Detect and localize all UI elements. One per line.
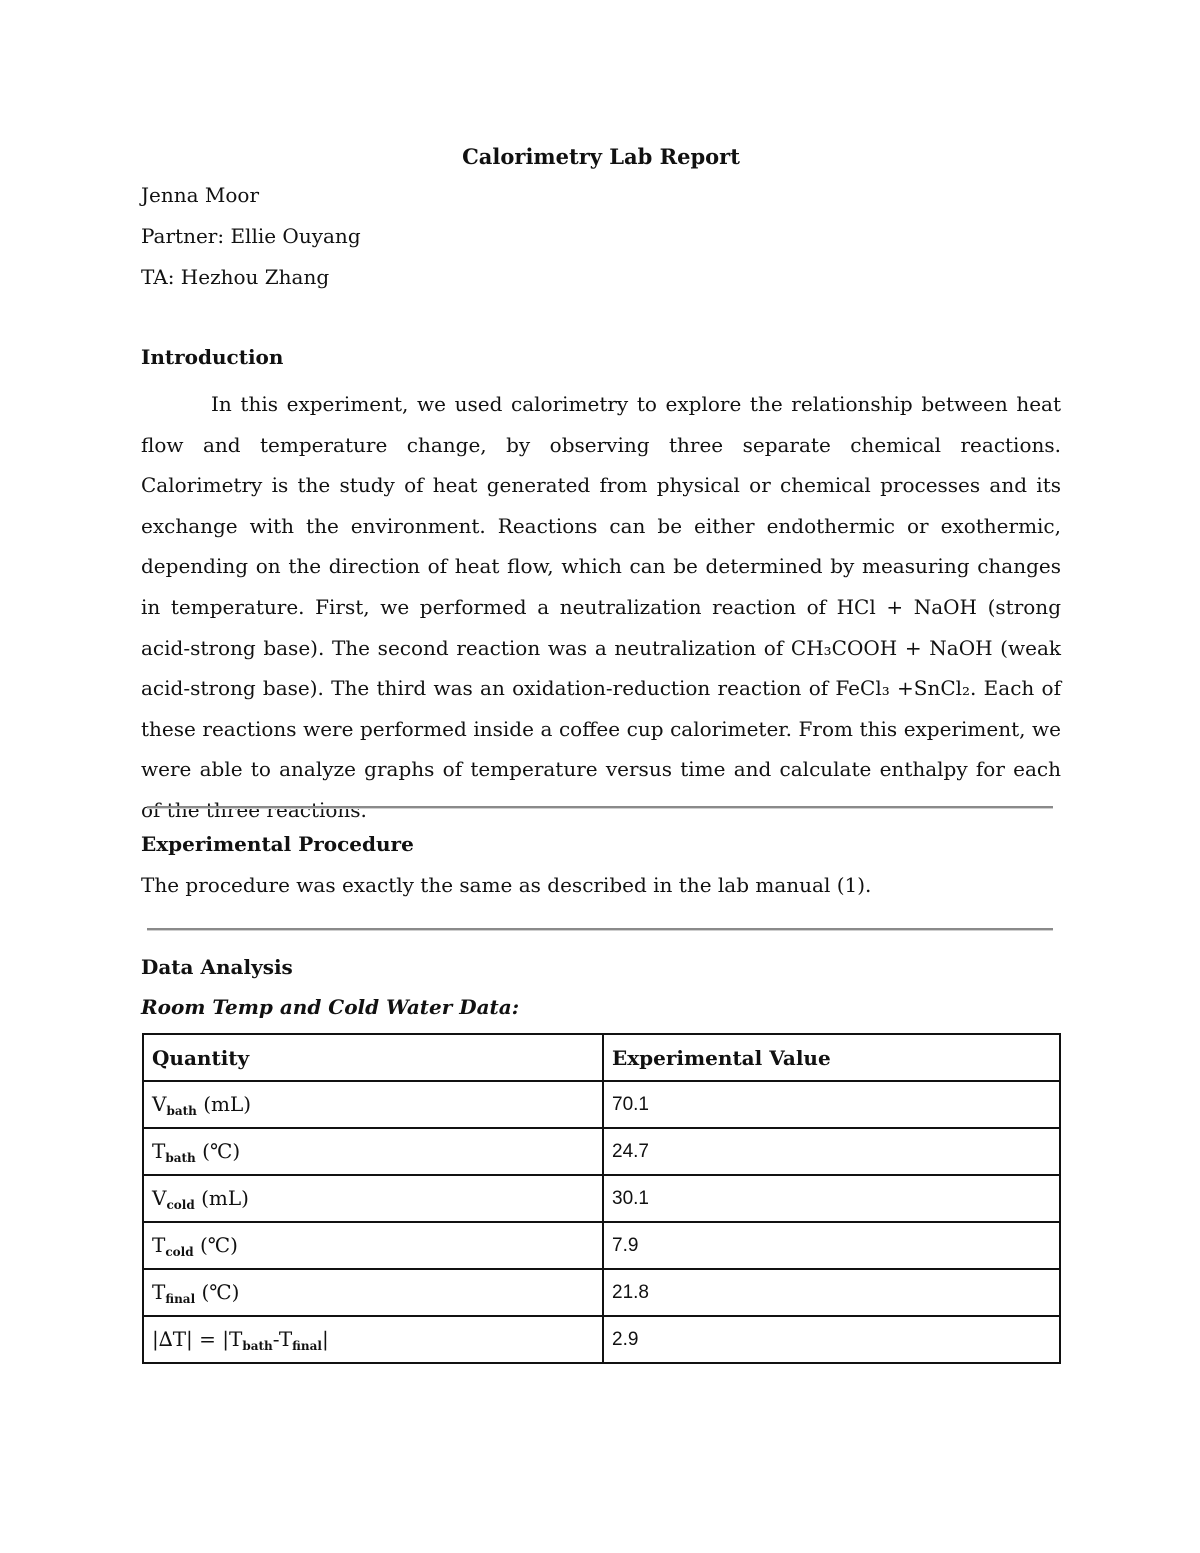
quantity-cell: $T_{cold}$ (℃) <box>143 1222 603 1269</box>
procedure-text: The procedure was exactly the same as described in the lab manual (1). <box>141 873 872 897</box>
quantity-cell: $T_{bath}$ (℃) <box>143 1128 603 1175</box>
table-row <box>143 1175 1060 1222</box>
section-divider <box>147 928 1053 931</box>
data-table <box>142 1033 1061 1364</box>
introduction-paragraph <box>141 384 1061 831</box>
table-row <box>143 1128 1060 1175</box>
column-header-quantity: Quantity <box>143 1034 603 1081</box>
author-name: Jenna Moor <box>141 183 260 207</box>
partner-line: Partner: Ellie Ouyang <box>141 224 361 248</box>
data-analysis-heading: Data Analysis <box>141 955 293 979</box>
table-header-row <box>143 1034 1060 1081</box>
table-row <box>143 1269 1060 1316</box>
quantity-cell: $V_{bath}$ (mL) <box>143 1081 603 1128</box>
table-row <box>143 1316 1060 1363</box>
value-cell: 30.1 <box>603 1175 1060 1222</box>
ta-line: TA: Hezhou Zhang <box>141 265 330 289</box>
table-row <box>143 1222 1060 1269</box>
value-cell: 70.1 <box>603 1081 1060 1128</box>
procedure-heading: Experimental Procedure <box>141 832 414 856</box>
introduction-heading: Introduction <box>141 345 284 369</box>
introduction-text: In this experiment, we used calorimetry to explore the relationship between heat flow and temperature change, by observing three separate chemical reactions. Calorimetry is the study of heat generated from physical or chemical processes and its exchange with the environment. Reactions can be either endothermic or exothermic, depending on the direction of heat flow, which can be determined by measuring changes in temperature. First, we performed a neutralization reaction of HCl + NaOH (strong acid-strong base). The second reaction was a neutralization of CH₃COOH + NaOH (weak acid-strong base). The third was an oxidation-reduction reaction of FeCl₃ +SnCl₂. Each of these reactions were performed inside a coffee cup calorimeter. From this experiment, we were able to analyze graphs of temperature versus time and calculate enthalpy for each of the three reactions. <box>141 392 1061 822</box>
value-cell: 24.7 <box>603 1128 1060 1175</box>
value-cell: 7.9 <box>603 1222 1060 1269</box>
quantity-cell: $V_{cold}$ (mL) <box>143 1175 603 1222</box>
column-header-value: Experimental Value <box>603 1034 1060 1081</box>
report-title: Calorimetry Lab Report <box>462 144 740 169</box>
table-caption: Room Temp and Cold Water Data: <box>141 995 520 1019</box>
value-cell: 2.9 <box>603 1316 1060 1363</box>
quantity-cell: $|\Delta T| = |T_{bath}-T_{final}|$ <box>143 1316 603 1363</box>
section-divider <box>147 806 1053 809</box>
quantity-cell: $T_{final}$ (℃) <box>143 1269 603 1316</box>
value-cell: 21.8 <box>603 1269 1060 1316</box>
table-row <box>143 1081 1060 1128</box>
